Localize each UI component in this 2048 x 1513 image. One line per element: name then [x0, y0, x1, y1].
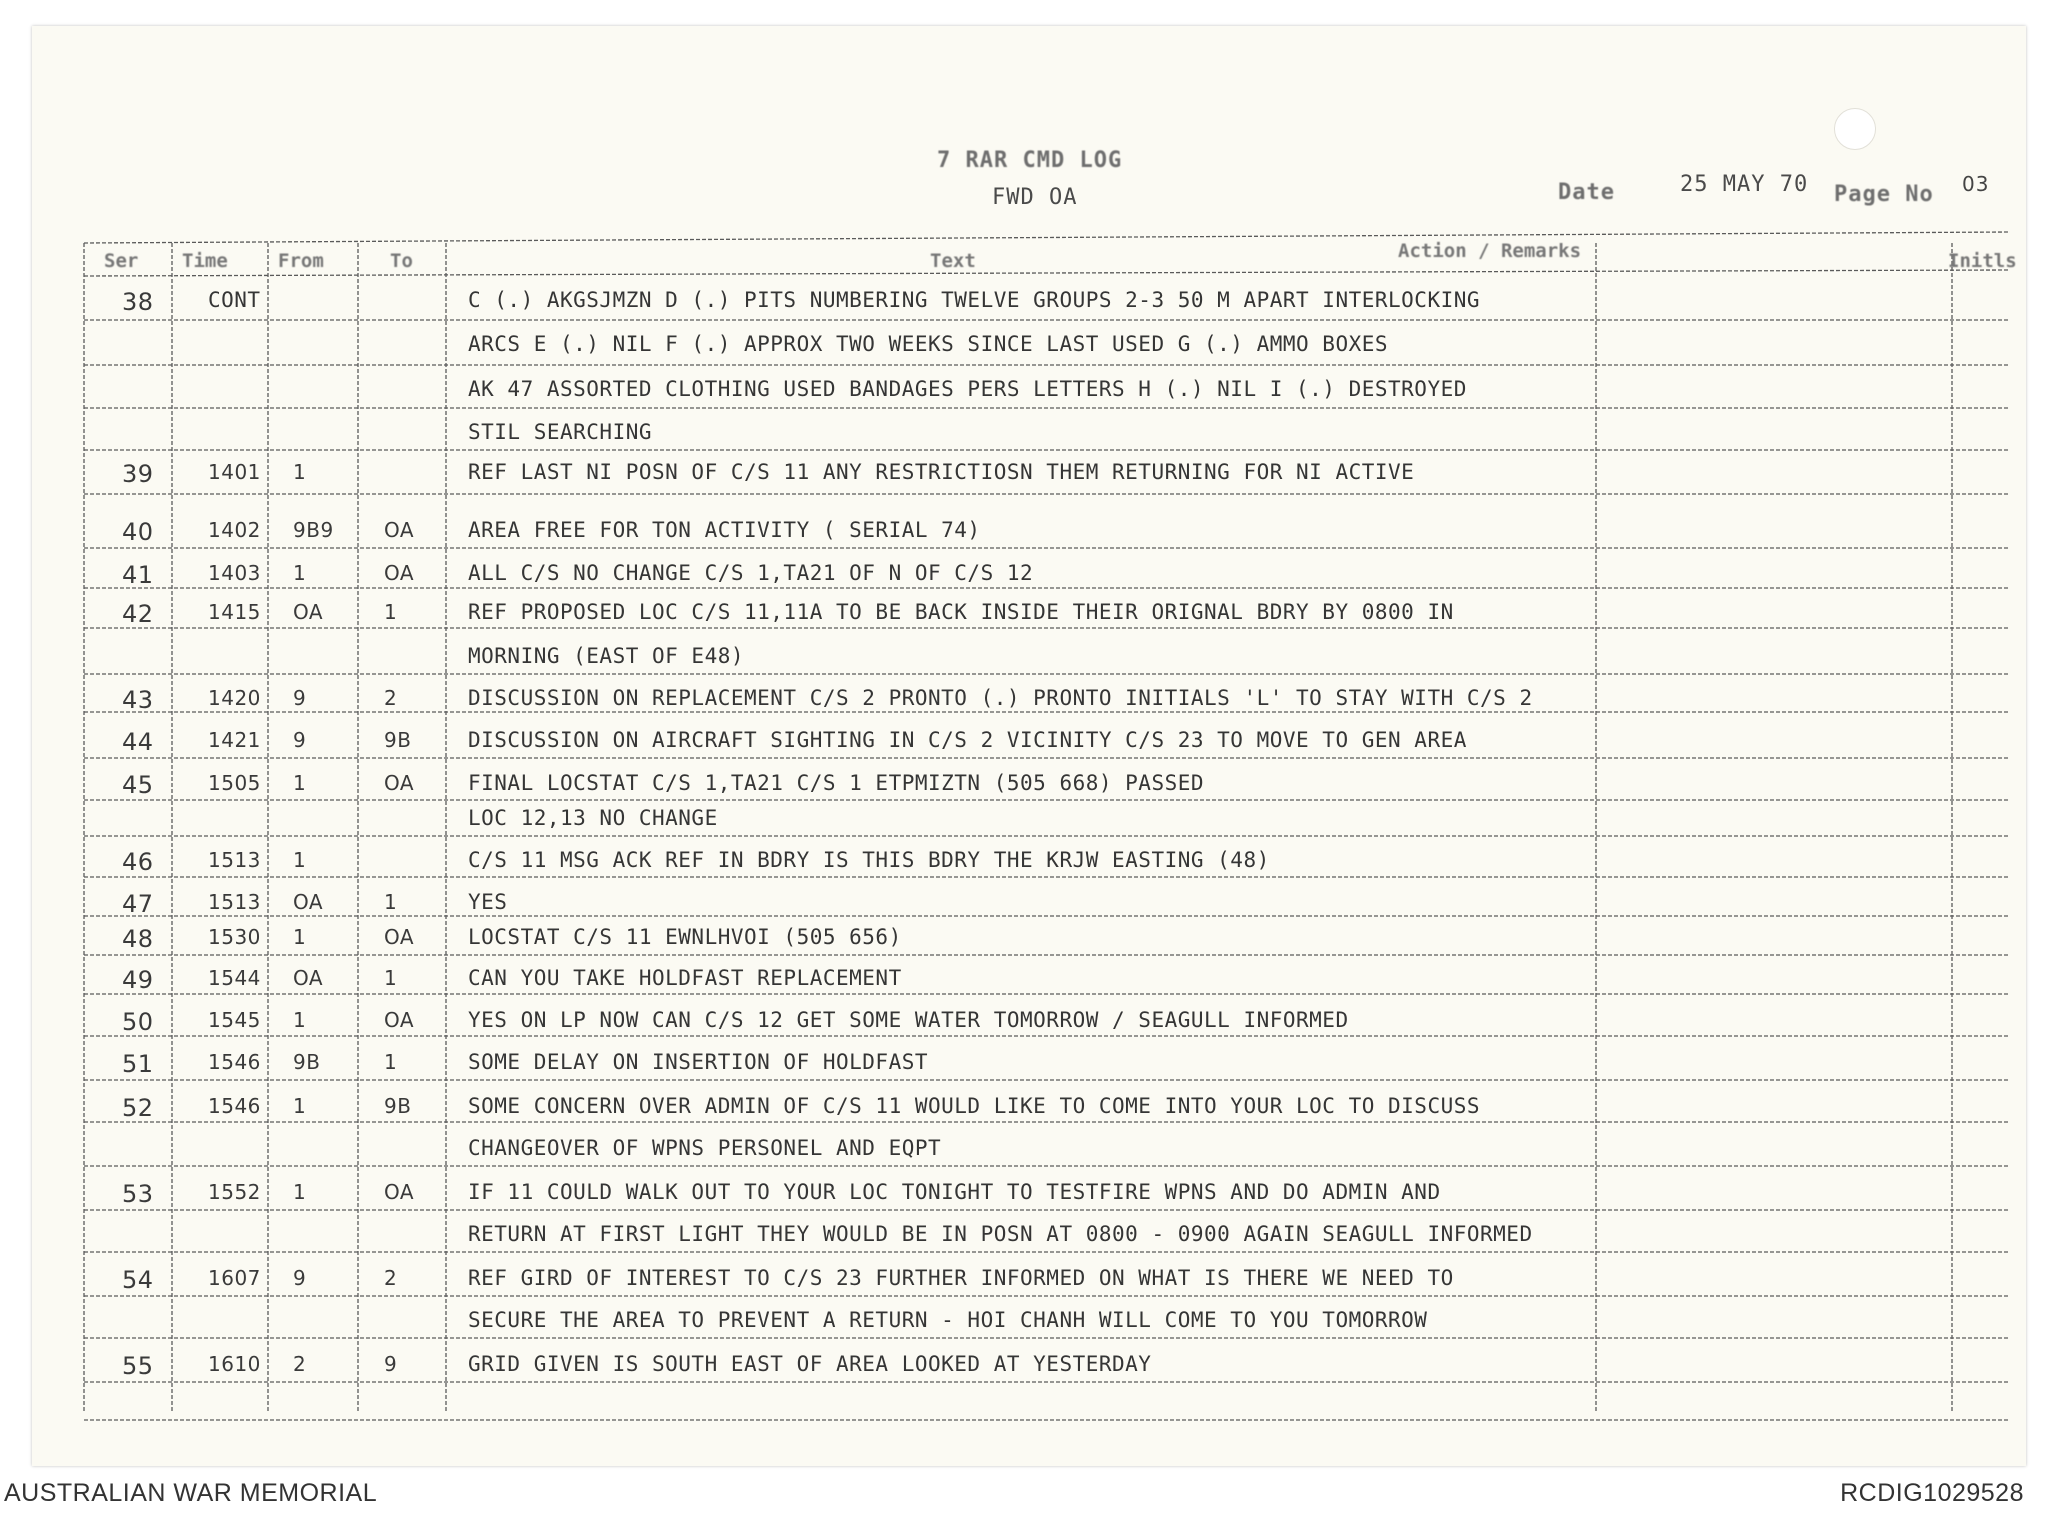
table-top-line — [84, 232, 2010, 243]
entry-serial: 38 — [122, 288, 154, 316]
entry-time: 1505 — [208, 771, 261, 795]
entry-text: SOME DELAY ON INSERTION OF HOLDFAST — [468, 1050, 929, 1074]
entry-text: REF PROPOSED LOC C/S 11,11A TO BE BACK INSIDE THEIR ORIGNAL BDRY BY 0800 IN — [468, 600, 1454, 624]
col-initials-header: Initls — [1948, 250, 2017, 272]
entry-text: YES ON LP NOW CAN C/S 12 GET SOME WATER TOMORROW / SEAGULL INFORMED — [468, 1008, 1349, 1032]
entry-serial: 53 — [122, 1180, 154, 1208]
entry-from: OA — [293, 600, 324, 624]
entry-serial: 46 — [122, 848, 154, 876]
entry-text: GRID GIVEN IS SOUTH EAST OF AREA LOOKED AT YESTERDAY — [468, 1352, 1152, 1376]
entry-text: CAN YOU TAKE HOLDFAST REPLACEMENT — [468, 966, 902, 990]
entry-serial: 43 — [122, 686, 154, 714]
entry-text: CHANGEOVER OF WPNS PERSONEL AND EQPT — [468, 1136, 942, 1160]
entry-to: 1 — [384, 890, 398, 914]
entry-from: OA — [293, 966, 324, 990]
entry-text: C/S 11 MSG ACK REF IN BDRY IS THIS BDRY THE KRJW EASTING (48) — [468, 848, 1270, 872]
entry-from: 1 — [293, 1180, 307, 1204]
entry-time: 1421 — [208, 728, 261, 752]
entry-from: 9B — [293, 1050, 321, 1074]
entry-from: 1 — [293, 460, 307, 484]
entry-time: 1513 — [208, 848, 261, 872]
entry-to: OA — [384, 518, 415, 542]
entry-text: REF LAST NI POSN OF C/S 11 ANY RESTRICTIOSN THEM RETURNING FOR NI ACTIVE — [468, 460, 1415, 484]
entry-time: 1530 — [208, 925, 261, 949]
entry-to: OA — [384, 1180, 415, 1204]
entry-to: 2 — [384, 1266, 398, 1290]
entry-from: OA — [293, 890, 324, 914]
entry-time: 1545 — [208, 1008, 261, 1032]
entry-serial: 41 — [122, 561, 154, 589]
page-label: Page No — [1834, 182, 1934, 207]
entry-serial: 39 — [122, 460, 154, 488]
entry-from: 1 — [293, 848, 307, 872]
entry-time: CONT — [208, 288, 261, 312]
entry-time: 1607 — [208, 1266, 261, 1290]
entry-from: 1 — [293, 925, 307, 949]
entry-to: 1 — [384, 600, 398, 624]
entry-serial: 51 — [122, 1050, 154, 1078]
entry-text: LOCSTAT C/S 11 EWNLHVOI (505 656) — [468, 925, 902, 949]
entry-serial: 42 — [122, 600, 154, 628]
entry-text: REF GIRD OF INTEREST TO C/S 23 FURTHER INFORMED ON WHAT IS THERE WE NEED TO — [468, 1266, 1454, 1290]
col-to-header: To — [390, 250, 413, 272]
entry-to: OA — [384, 561, 415, 585]
col-from-header: From — [278, 250, 324, 272]
footer-source: AUSTRALIAN WAR MEMORIAL — [4, 1479, 378, 1507]
col-ser-header: Ser — [104, 250, 139, 272]
entry-text: AK 47 ASSORTED CLOTHING USED BANDAGES PERS LETTERS H (.) NIL I (.) DESTROYED — [468, 377, 1467, 401]
entry-text: STIL SEARCHING — [468, 420, 653, 444]
entry-time: 1513 — [208, 890, 261, 914]
entry-to: OA — [384, 771, 415, 795]
entry-from: 1 — [293, 771, 307, 795]
entry-time: 1552 — [208, 1180, 261, 1204]
entry-time: 1401 — [208, 460, 261, 484]
entry-time: 1546 — [208, 1050, 261, 1074]
entry-serial: 44 — [122, 728, 154, 756]
entry-text: FINAL LOCSTAT C/S 1,TA21 C/S 1 ETPMIZTN (505 668) PASSED — [468, 771, 1205, 795]
entry-from: 1 — [293, 1094, 307, 1118]
entry-to: OA — [384, 1008, 415, 1032]
entry-time: 1610 — [208, 1352, 261, 1376]
entry-text: AREA FREE FOR TON ACTIVITY ( SERIAL 74) — [468, 518, 981, 542]
entry-to: 1 — [384, 966, 398, 990]
entry-text: RETURN AT FIRST LIGHT THEY WOULD BE IN POSN AT 0800 - 0900 AGAIN SEAGULL INFORMED — [468, 1222, 1533, 1246]
entry-time: 1544 — [208, 966, 261, 990]
entry-text: LOC 12,13 NO CHANGE — [468, 806, 718, 830]
entry-to: 9 — [384, 1352, 398, 1376]
entry-from: 9 — [293, 686, 307, 710]
entry-text: ARCS E (.) NIL F (.) APPROX TWO WEEKS SINCE LAST USED G (.) AMMO BOXES — [468, 332, 1389, 356]
entry-serial: 55 — [122, 1352, 154, 1380]
date-label: Date — [1558, 180, 1615, 205]
entry-to: 2 — [384, 686, 398, 710]
entry-text: DISCUSSION ON AIRCRAFT SIGHTING IN C/S 2 VICINITY C/S 23 TO MOVE TO GEN AREA — [468, 728, 1467, 752]
entry-to: 9B — [384, 1094, 412, 1118]
header-bottom-line — [84, 270, 2010, 276]
entry-from: 2 — [293, 1352, 307, 1376]
entry-to: OA — [384, 925, 415, 949]
entry-to: 1 — [384, 1050, 398, 1074]
entry-from: 1 — [293, 561, 307, 585]
entry-serial: 48 — [122, 925, 154, 953]
entry-from: 9 — [293, 1266, 307, 1290]
entry-text: YES — [468, 890, 508, 914]
entry-from: 9 — [293, 728, 307, 752]
entry-serial: 45 — [122, 771, 154, 799]
entry-serial: 50 — [122, 1008, 154, 1036]
entry-from: 9B9 — [293, 518, 334, 542]
entry-serial: 54 — [122, 1266, 154, 1294]
date-value: 25 MAY 70 — [1680, 172, 1809, 197]
entry-text: IF 11 COULD WALK OUT TO YOUR LOC TONIGHT TO TESTFIRE WPNS AND DO ADMIN AND — [468, 1180, 1441, 1204]
entry-text: MORNING (EAST OF E48) — [468, 644, 745, 668]
entry-time: 1420 — [208, 686, 261, 710]
entry-time: 1546 — [208, 1094, 261, 1118]
entry-text: SECURE THE AREA TO PREVENT A RETURN - HOI CHANH WILL COME TO YOU TOMORROW — [468, 1308, 1428, 1332]
entry-serial: 49 — [122, 966, 154, 994]
entry-serial: 40 — [122, 518, 154, 546]
entry-serial: 52 — [122, 1094, 154, 1122]
col-action-header: Action / Remarks — [1398, 240, 1582, 262]
footer-id: RCDIG1029528 — [1840, 1479, 2024, 1507]
entry-text: DISCUSSION ON REPLACEMENT C/S 2 PRONTO (.) PRONTO INITIALS 'L' TO STAY WITH C/S 2 — [468, 686, 1533, 710]
page-value: 03 — [1962, 172, 1990, 196]
entry-text: C (.) AKGSJMZN D (.) PITS NUMBERING TWELVE GROUPS 2-3 50 M APART INTERLOCKING — [468, 288, 1481, 312]
entry-time: 1415 — [208, 600, 261, 624]
log-title: 7 RAR CMD LOG — [937, 148, 1123, 173]
col-time-header: Time — [182, 250, 228, 272]
entry-text: SOME CONCERN OVER ADMIN OF C/S 11 WOULD LIKE TO COME INTO YOUR LOC TO DISCUSS — [468, 1094, 1481, 1118]
log-subtitle: FWD OA — [992, 185, 1078, 210]
entry-serial: 47 — [122, 890, 154, 918]
entry-text: ALL C/S NO CHANGE C/S 1,TA21 OF N OF C/S 12 — [468, 561, 1034, 585]
entry-to: 9B — [384, 728, 412, 752]
entry-time: 1402 — [208, 518, 261, 542]
entry-time: 1403 — [208, 561, 261, 585]
col-text-header: Text — [930, 250, 976, 272]
entry-from: 1 — [293, 1008, 307, 1032]
